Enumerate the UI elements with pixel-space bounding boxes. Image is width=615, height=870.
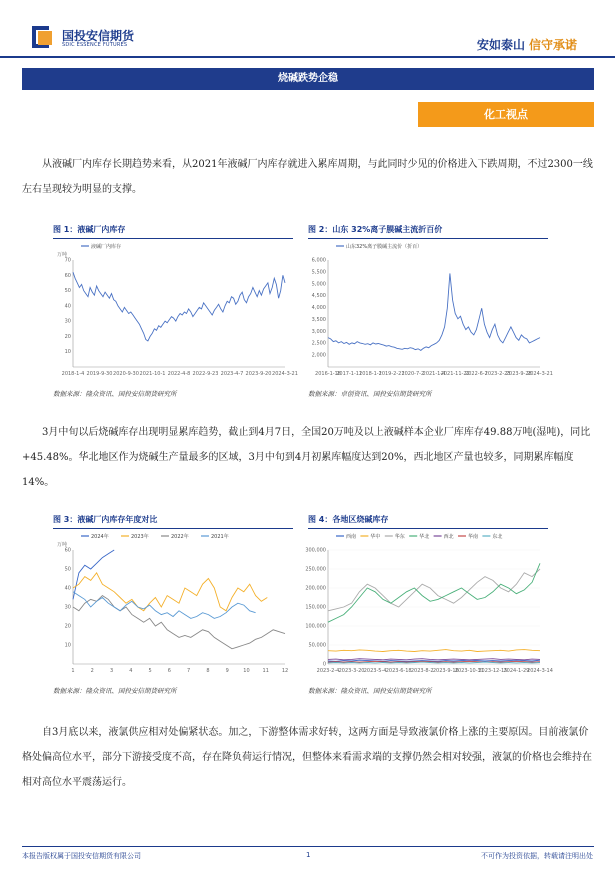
figure-2-chart <box>308 240 553 385</box>
x-tick-label: 2018-1-1 <box>359 371 382 377</box>
footer-disclaimer: 不可作为投资依据，转载请注明出处 <box>481 852 593 860</box>
x-tick-label: 2019-9-30 <box>86 371 113 377</box>
y-tick-label: 5,500 <box>311 269 326 276</box>
legend-label: 液碱厂内库存 <box>91 244 122 250</box>
x-tick-label: 4 <box>129 668 133 674</box>
x-tick-label: 2024-1-29 <box>503 668 530 674</box>
x-tick-label: 5 <box>148 668 152 674</box>
y-tick-label: 20 <box>64 623 71 630</box>
fig1-svg <box>53 240 298 385</box>
slogan-part-b: 信守承诺 <box>528 38 577 52</box>
x-tick-label: 3 <box>109 668 114 674</box>
fig4-svg <box>305 530 553 682</box>
y-tick-label: 30 <box>64 604 71 611</box>
legend-label: 华东 <box>394 534 405 540</box>
figure-1-title: 图 1：液碱厂内库存 <box>53 225 126 234</box>
y-tick-label: 3,500 <box>311 316 326 323</box>
y-tick-label: 10 <box>64 642 71 649</box>
y-tick-label: 5,000 <box>311 281 326 288</box>
figure-3-rule <box>53 528 293 529</box>
x-tick-label: 2023-3-20 <box>338 668 365 674</box>
legend-label: 2021年 <box>211 534 229 540</box>
page-header <box>0 0 615 62</box>
x-tick-label: 2019-2-21 <box>378 371 405 377</box>
x-tick-label: 2024-3-21 <box>527 371 553 377</box>
legend-label: 山东32%离子膜碱主流价（折百） <box>346 244 423 250</box>
y-tick-label: 2,500 <box>311 340 326 347</box>
x-tick-label: 2017-1-11 <box>336 371 363 377</box>
x-tick-label: 2022-9-23 <box>192 371 219 377</box>
figure-3-source: 数据来源：隆众资讯、国投安信期货研究所 <box>53 687 177 695</box>
logo-english-name: SDIC ESSENCE FUTURES <box>62 42 128 48</box>
fig3-svg <box>53 530 293 682</box>
series-line <box>328 650 540 652</box>
legend-label: 西北 <box>443 534 454 540</box>
x-tick-label: 2023-4-7 <box>220 371 244 377</box>
series-line <box>73 573 267 611</box>
y-tick-label: 70 <box>64 257 71 264</box>
figure-3-title: 图 3：液碱厂内库存年度对比 <box>53 515 158 524</box>
x-tick-label: 2020-7-2 <box>401 371 425 377</box>
footer-page-number: 1 <box>306 851 311 859</box>
legend-label: 2022年 <box>171 534 189 540</box>
x-tick-label: 2020-9-30 <box>113 371 139 377</box>
x-tick-label: 2022-4-8 <box>167 371 191 377</box>
y-tick-label: 3,000 <box>311 328 326 335</box>
figure-2-rule <box>308 238 548 239</box>
figure-2-title: 图 2：山东 32%离子膜碱主流折百价 <box>308 225 443 234</box>
figure-1-source: 数据来源：隆众资讯、国投安信期货研究所 <box>53 390 177 398</box>
x-tick-label: 2023-9-20 <box>245 371 272 377</box>
footer-copyright: 本报告版权属于国投安信期货有限公司 <box>22 852 141 860</box>
paragraph-1: 从液碱厂内库存长期趋势来看，从2021年液碱厂内库存就进入累库周期，与此同时少见的价格进入下跌周期，不过2300一线左右呈现较为明显的支撑。 <box>22 159 593 195</box>
y-tick-label: 40 <box>64 585 71 592</box>
report-title: 烧碱跌势企稳 <box>22 68 594 90</box>
y-tick-label: 100,000 <box>305 623 326 630</box>
unit-label: 万吨 <box>57 252 68 258</box>
y-tick-label: 50 <box>64 566 71 573</box>
paragraph-2: 3月中旬以后烧碱库存出现明显累库趋势，截止到4月7日，全国20万吨及以上液碱样本企业厂库库存49.88万吨(湿吨)，同比+45.48%。华北地区作为烧碱生产量最多的区域，3月中旬到4月初累库幅度达到20%，西北地区产量也较多，同期累库幅度14%。 <box>22 427 591 488</box>
x-tick-label: 10 <box>243 668 250 674</box>
figure-4-chart <box>305 530 553 682</box>
x-tick-label: 2021-1-4 <box>422 371 446 377</box>
y-tick-label: 50,000 <box>308 642 326 649</box>
x-tick-label: 2023-2-4 <box>316 668 340 674</box>
paragraph-3: 自3月底以来，液氯供应相对处偏紧状态。加之，下游整体需求好转，这两方面是导致液氯价格上涨的主要原因。目前液氯价格处偏高位水平，部分下游接受度不高，存在降负荷运行情况，但整体来看需求端的支撑仍然会相对较强，液氯的价格也会维持在相对高位水平震荡运行。 <box>22 727 592 788</box>
legend-label: 华北 <box>419 534 430 540</box>
footer-divider <box>22 846 594 847</box>
x-tick-label: 2023-10-31 <box>454 668 484 674</box>
y-tick-label: 200,000 <box>305 585 326 592</box>
y-tick-label: 4,500 <box>311 293 326 300</box>
figure-4-title: 图 4：各地区烧碱库存 <box>308 515 389 524</box>
series-line <box>328 660 540 661</box>
legend-label: 2024年 <box>91 534 109 540</box>
y-tick-label: 150,000 <box>305 604 326 611</box>
fig2-svg <box>308 240 553 385</box>
series-line <box>73 550 114 599</box>
section-tag: 化工视点 <box>418 102 594 127</box>
unit-label: 万吨 <box>57 542 68 548</box>
x-tick-label: 2023-5-4 <box>363 668 387 674</box>
figure-2-source: 数据来源：卓创资讯、国投安信期货研究所 <box>308 390 432 398</box>
legend-label: 华中 <box>370 534 381 540</box>
company-slogan <box>477 36 577 53</box>
figure-4-rule <box>308 528 548 529</box>
header-divider <box>0 56 615 58</box>
x-tick-label: 2023-12-15 <box>478 668 508 674</box>
figure-1-rule <box>53 238 293 239</box>
x-tick-label: 2024-3-14 <box>527 668 553 674</box>
y-tick-label: 4,000 <box>311 305 326 312</box>
x-tick-label: 2016-1-18 <box>315 371 341 377</box>
y-tick-label: 10 <box>64 349 71 356</box>
y-tick-label: 30 <box>64 318 71 325</box>
legend-label: 华南 <box>468 534 479 540</box>
x-tick-label: 2023-6-18 <box>385 668 412 674</box>
x-tick-label: 9 <box>225 668 229 674</box>
series-line <box>328 659 540 660</box>
x-tick-label: 2023-9-16 <box>432 668 459 674</box>
figure-1-chart <box>53 240 298 385</box>
logo-chinese-name: 国投安信期货 <box>62 29 135 43</box>
legend-label: 东北 <box>492 534 503 540</box>
y-tick-label: 250,000 <box>305 566 326 573</box>
slogan-part-a: 安如泰山 <box>476 38 525 52</box>
x-tick-label: 1 <box>71 668 75 674</box>
x-tick-label: 11 <box>262 668 269 674</box>
x-tick-label: 2023-9-28 <box>505 371 532 377</box>
y-tick-label: 2,000 <box>311 352 326 359</box>
x-tick-label: 2022-6-7 <box>465 371 488 377</box>
y-tick-label: 20 <box>64 333 71 340</box>
x-tick-label: 2021-11-22 <box>440 371 470 377</box>
x-tick-label: 2023-8-2 <box>410 668 434 674</box>
y-tick-label: 50 <box>64 288 71 295</box>
series-line <box>328 563 540 622</box>
y-tick-label: 40 <box>64 303 71 310</box>
x-tick-label: 12 <box>281 668 289 674</box>
legend-label: 2023年 <box>131 534 149 540</box>
y-tick-label: 6,000 <box>311 257 326 264</box>
series-line <box>328 569 540 611</box>
company-logo <box>32 26 144 52</box>
series-line <box>73 272 285 341</box>
y-tick-label: 0 <box>322 661 326 668</box>
x-tick-label: 2018-1-4 <box>61 371 85 377</box>
logo-mark-icon <box>32 26 56 50</box>
x-tick-label: 2024-3-21 <box>272 371 298 377</box>
y-tick-label: 60 <box>64 272 71 279</box>
y-tick-label: 60 <box>64 547 71 554</box>
x-tick-label: 8 <box>206 668 210 674</box>
series-line <box>328 273 540 350</box>
x-tick-label: 2 <box>90 668 94 674</box>
figure-4-source: 数据来源：隆众资讯、国投安信期货研究所 <box>308 687 432 695</box>
figure-3-chart <box>53 530 293 682</box>
x-tick-label: 6 <box>167 668 171 674</box>
y-tick-label: 300,000 <box>305 547 326 554</box>
x-tick-label: 7 <box>187 668 191 674</box>
x-tick-label: 2021-10-1 <box>139 371 166 377</box>
x-tick-label: 2023-2-23 <box>484 371 511 377</box>
legend-label: 西南 <box>346 534 357 540</box>
